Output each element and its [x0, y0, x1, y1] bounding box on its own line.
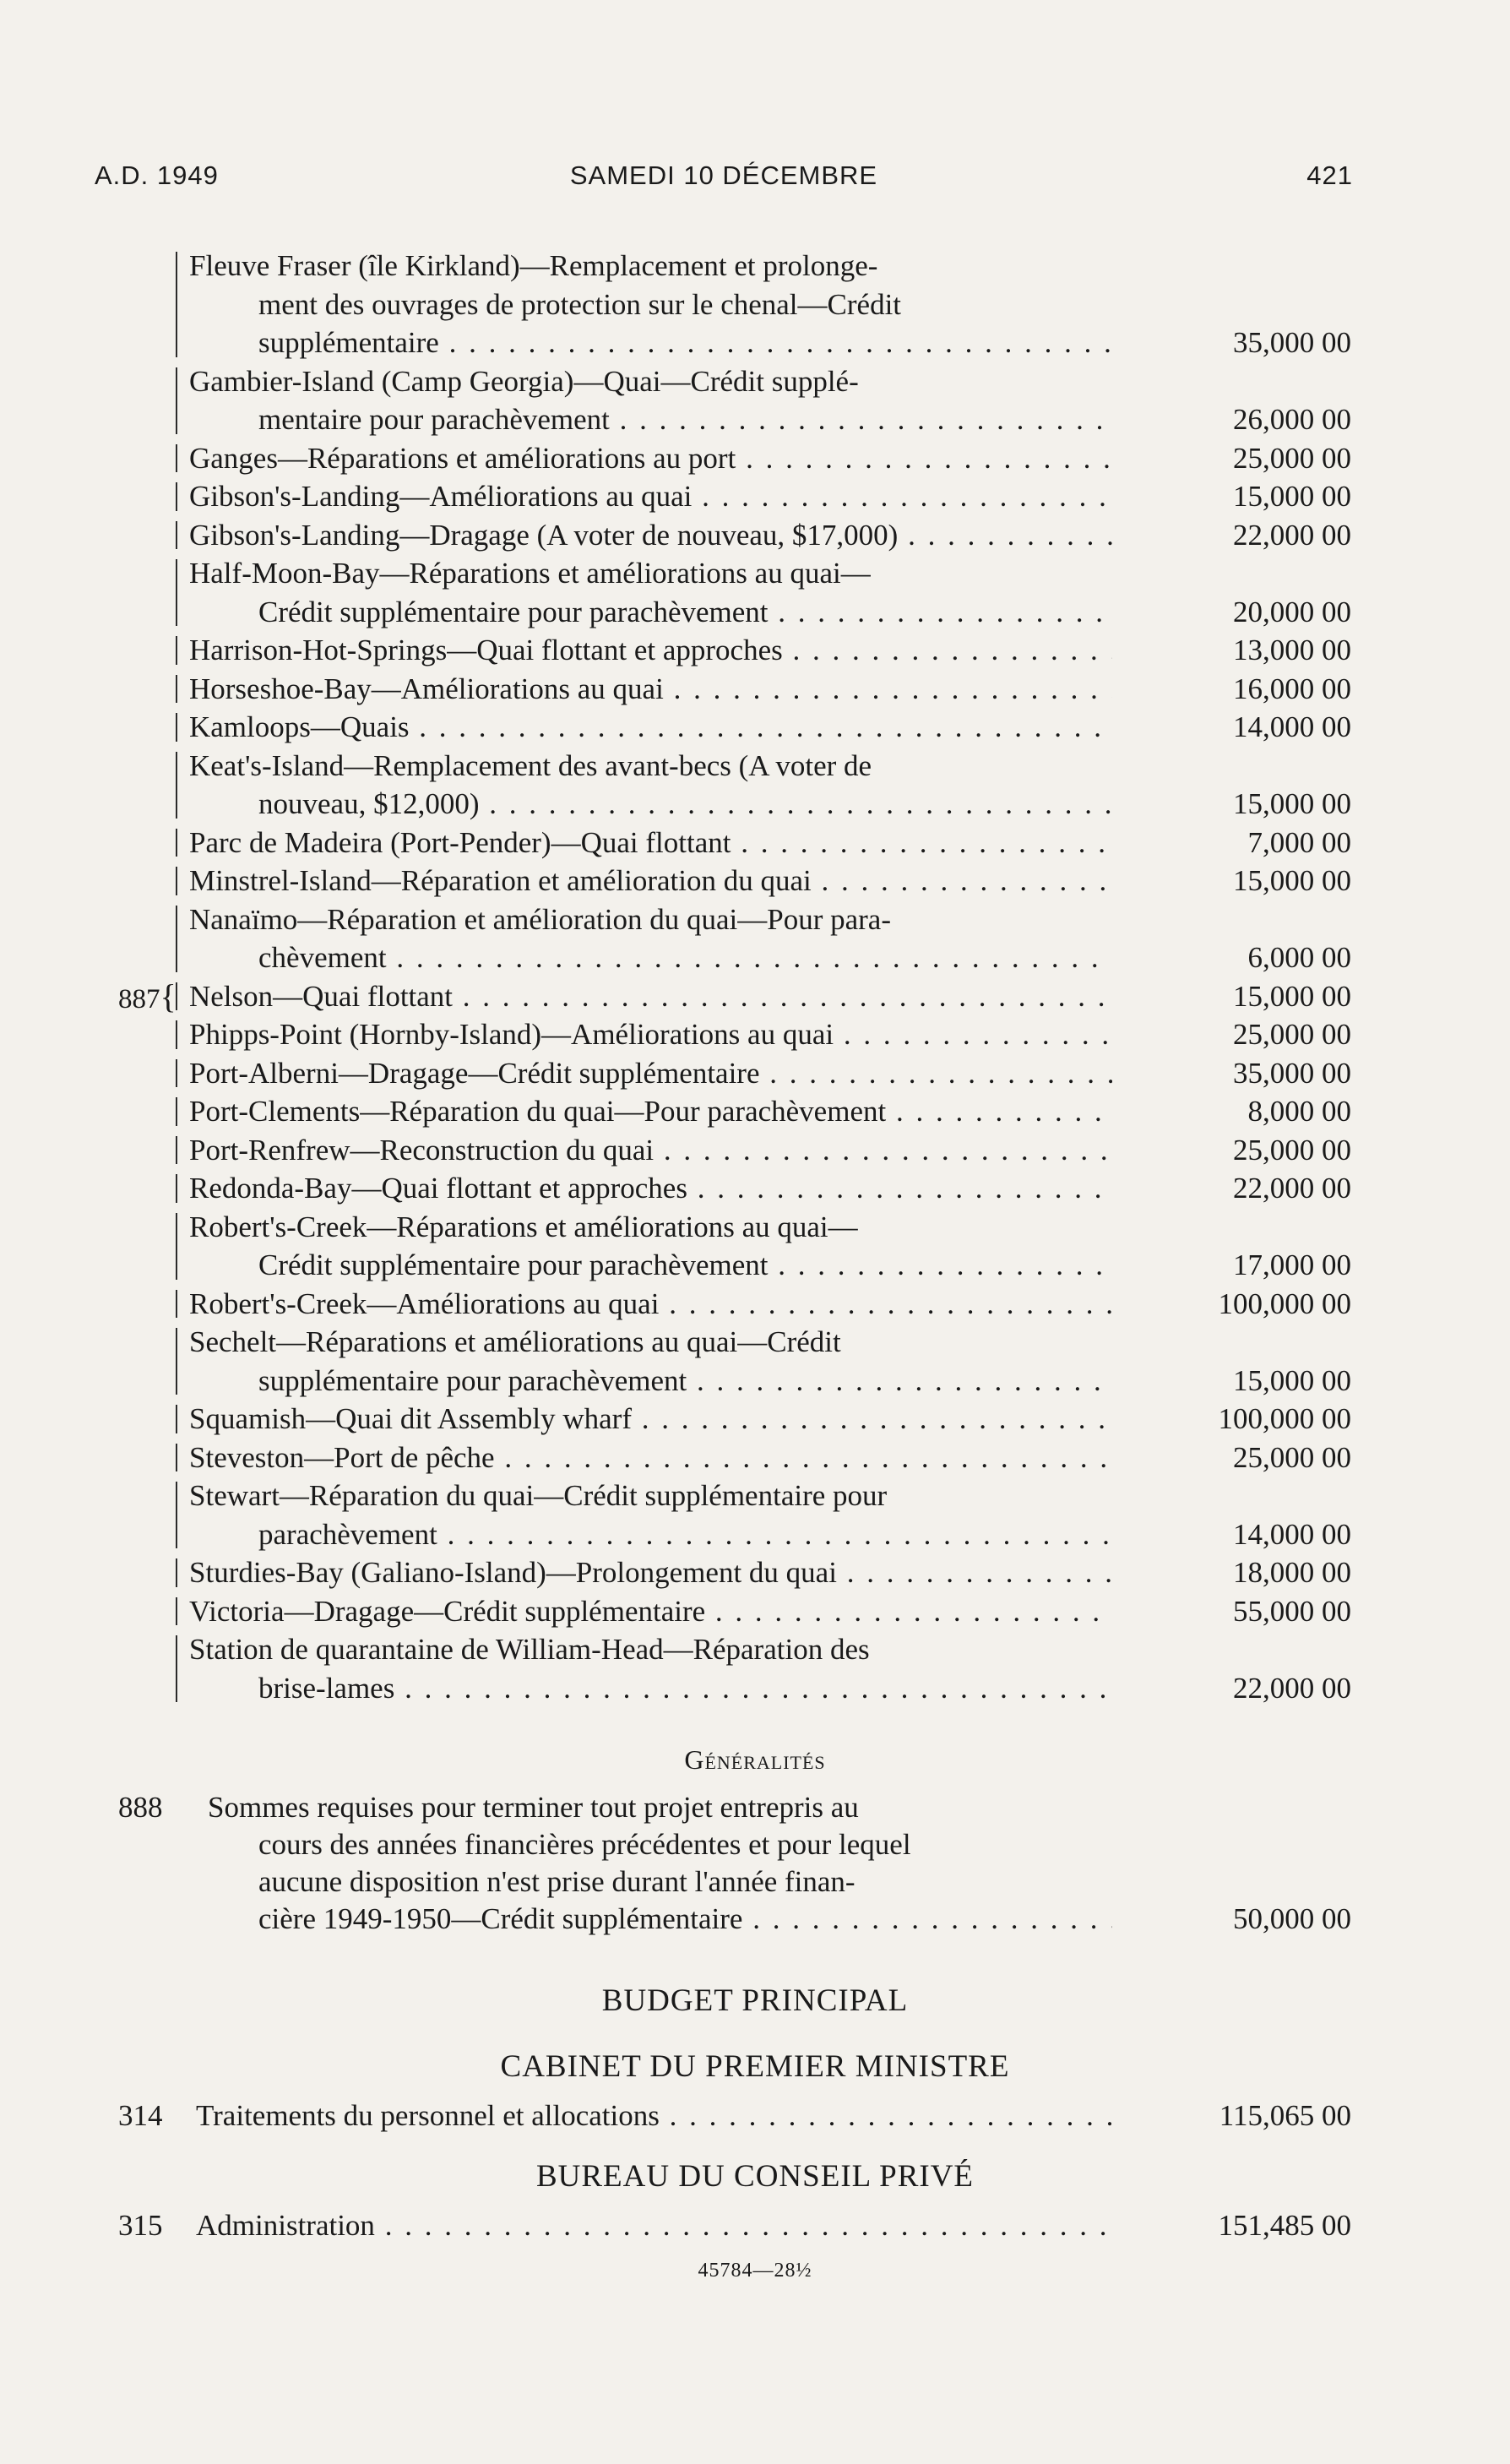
entry-amount: 15,000 00 [1233, 480, 1351, 513]
entry-amount: 15,000 00 [1233, 1363, 1351, 1397]
entry-text-value: Gibson's-Landing—Améliorations au quai [189, 480, 693, 513]
entry-text-value: supplémentaire [258, 326, 439, 359]
dot-leader [660, 2099, 1112, 2132]
print-code: 45784—28½ [698, 2260, 812, 2282]
entry-line [0, 670, 1510, 709]
entry-text [258, 593, 1112, 632]
appropriation-entry [0, 1400, 1510, 1439]
dot-leader [898, 519, 1112, 552]
entry-text [189, 862, 1112, 900]
appropriation-entry [0, 708, 1510, 747]
item-line-text: cière 1949-1950—Crédit supplémentaire [258, 1902, 743, 1935]
entry-text-value: Parc de Madeira (Port-Pender)—Quai flottant [189, 825, 731, 859]
entry-amount: 22,000 00 [1233, 518, 1351, 552]
entry-text-value: nouveau, $12,000) [258, 787, 480, 820]
entry-line [0, 516, 1510, 555]
entry-text [189, 670, 1112, 709]
entry-text [189, 1092, 1112, 1131]
entry-amount: 8,000 00 [1247, 1095, 1351, 1128]
entry-line [0, 1246, 1510, 1285]
entry-text-value: Crédit supplémentaire pour parachèvement [258, 1248, 769, 1281]
entry-amount: 25,000 00 [1233, 441, 1351, 475]
entry-text-value: Port-Alberni—Dragage—Crédit supplémentaire [189, 1056, 760, 1090]
entry-text-value: Harrison-Hot-Springs—Quai flottant et approches [189, 634, 783, 666]
vote-number: 314 [118, 2099, 163, 2132]
dot-leader [742, 1902, 1112, 1935]
dot-leader [687, 1172, 1112, 1205]
entry-text [189, 362, 1112, 401]
entry-text [189, 900, 1112, 939]
entry-text [189, 1285, 1112, 1324]
entry-text-value: Crédit supplémentaire pour parachèvement [258, 595, 769, 628]
entry-amount: 22,000 00 [1233, 1172, 1351, 1205]
entry-amount: 17,000 00 [1233, 1248, 1351, 1281]
entry-line [0, 1362, 1510, 1401]
item-amount: 115,065 00 [1219, 2099, 1351, 2132]
entry-text [189, 1131, 1112, 1170]
appropriation-entry [0, 477, 1510, 516]
brace-icon: { [160, 976, 177, 1015]
entry-text-value: Keat's-Island—Remplacement des avant-becs (A voter de [189, 748, 872, 782]
section-title-generalites [0, 1744, 1510, 1776]
header-date: SAMEDI 10 DÉCEMBRE [569, 160, 878, 190]
entry-line [0, 477, 1510, 516]
entry-amount: 13,000 00 [1233, 634, 1351, 666]
appropriation-entry [0, 1131, 1510, 1170]
entry-amount: 55,000 00 [1233, 1594, 1351, 1628]
appropriation-entry [0, 824, 1510, 862]
entry-amount: 100,000 00 [1218, 1286, 1351, 1320]
page-number: 421 [1306, 160, 1353, 190]
section-heading-conseil-prive: BUREAU DU CONSEIL PRIVÉ [535, 2159, 975, 2194]
appropriation-entry [0, 862, 1510, 900]
entry-text [189, 747, 1112, 786]
entry-text-value: Minstrel-Island—Réparation et amélioration du quai [189, 864, 812, 897]
dot-leader [453, 980, 1112, 1013]
entry-text [258, 1362, 1112, 1401]
dot-leader [760, 1057, 1113, 1090]
entry-line [0, 747, 1510, 786]
entry-text-value: Squamish—Quai dit Assembly wharf [189, 1402, 632, 1435]
dot-leader [664, 672, 1112, 705]
entry-amount: 26,000 00 [1233, 403, 1351, 436]
dot-leader [375, 2209, 1112, 2242]
appropriation-entry [0, 1169, 1510, 1208]
dot-leader [394, 1672, 1112, 1705]
entry-text-value: Fleuve Fraser (île Kirkland)—Remplacement et prolonge- [189, 249, 878, 282]
entry-text [189, 1553, 1112, 1592]
dot-leader [687, 1364, 1112, 1397]
item-line [196, 2209, 1112, 2243]
entry-line [0, 785, 1510, 824]
dot-leader [783, 634, 1112, 666]
appropriation-entry [0, 747, 1510, 824]
appropriation-entry [0, 1323, 1510, 1400]
appropriation-entry [0, 1630, 1510, 1707]
dot-leader [387, 941, 1112, 974]
entry-text-value: chèvement [258, 941, 387, 974]
entry-text-value: Victoria—Dragage—Crédit supplémentaire [189, 1594, 706, 1628]
entry-line [0, 1669, 1510, 1708]
entry-text-value: Sturdies-Bay (Galiano-Island)—Prolongement du quai [189, 1556, 837, 1589]
entry-line [0, 554, 1510, 593]
entry-text [258, 286, 1112, 324]
entry-line [0, 400, 1510, 439]
entry-text [189, 1323, 1112, 1362]
item-line: aucune disposition n'est prise durant l'année finan- [258, 1865, 855, 1898]
dot-leader [834, 1018, 1112, 1051]
entry-line [0, 362, 1510, 401]
appropriation-entry [0, 977, 1510, 1016]
entry-text [189, 977, 1112, 1016]
dot-leader [731, 826, 1112, 859]
appropriation-entry [0, 1285, 1510, 1324]
item-label: Administration [196, 2209, 375, 2242]
entry-text-value: Station de quarantaine de William-Head—Réparation des [189, 1633, 870, 1666]
dot-leader [495, 1441, 1112, 1474]
entry-text [189, 1208, 1112, 1247]
entry-amount: 20,000 00 [1233, 595, 1351, 628]
entry-text-value: ment des ouvrages de protection sur le chenal—Crédit [258, 287, 902, 321]
dot-leader [736, 442, 1112, 475]
entry-line [0, 708, 1510, 747]
appropriation-entry [0, 670, 1510, 709]
entry-line [0, 900, 1510, 939]
entry-line [0, 1477, 1510, 1515]
item-label: Traitements du personnel et allocations [196, 2099, 660, 2132]
entry-line [0, 1400, 1510, 1439]
entry-line [0, 593, 1510, 632]
appropriation-entry [0, 1553, 1510, 1592]
entry-line [0, 1553, 1510, 1592]
entry-text-value: Port-Renfrew—Reconstruction du quai [189, 1133, 655, 1167]
item-line: Sommes requises pour terminer tout projet entrepris au [208, 1791, 859, 1824]
dot-leader [692, 480, 1112, 513]
header-year: A.D. 1949 [95, 160, 219, 190]
appropriation-entry [0, 554, 1510, 631]
appropriation-entry [0, 900, 1510, 977]
dot-leader [659, 1287, 1112, 1320]
appropriation-list [0, 247, 1510, 1707]
entry-text [189, 247, 1112, 286]
dot-leader [812, 864, 1112, 897]
appropriation-entry [0, 439, 1510, 478]
entry-text-value: Nanaïmo—Réparation et amélioration du quai—Pour para- [189, 902, 891, 936]
entry-text [258, 938, 1112, 977]
entry-text-value: Sechelt—Réparations et améliorations au quai—Crédit [189, 1325, 841, 1358]
entry-text [189, 1477, 1112, 1515]
vote-number: 888 [118, 1791, 163, 1824]
entry-line [0, 1169, 1510, 1208]
entry-text-value: Phipps-Point (Hornby-Island)—Améliorations au quai [189, 1018, 834, 1051]
entry-line [0, 1054, 1510, 1093]
entry-text [258, 1515, 1112, 1554]
entry-text [189, 708, 1112, 747]
entry-line [0, 1439, 1510, 1477]
entry-text-value: Redonda-Bay—Quai flottant et approches [189, 1172, 687, 1205]
entry-text-value: Horseshoe-Bay—Améliorations au quai [189, 672, 664, 705]
entry-text-value: parachèvement [258, 1517, 437, 1551]
entry-text [189, 1169, 1112, 1208]
entry-text [189, 1439, 1112, 1477]
dot-leader [837, 1556, 1112, 1589]
budget-title: BUDGET PRINCIPAL [601, 1983, 909, 2018]
entry-text [189, 477, 1112, 516]
entry-line [0, 824, 1510, 862]
appropriation-entry [0, 1054, 1510, 1093]
dot-leader [437, 1518, 1112, 1551]
appropriation-entry [0, 1592, 1510, 1631]
entry-amount: 25,000 00 [1233, 1018, 1351, 1051]
entry-text [189, 554, 1112, 593]
entry-line [0, 1592, 1510, 1631]
dot-leader [632, 1402, 1112, 1435]
entry-amount: 14,000 00 [1233, 1517, 1351, 1551]
entry-text-value: Port-Clements—Réparation du quai—Pour parachèvement [189, 1095, 887, 1128]
entry-line [0, 1515, 1510, 1554]
dot-leader [654, 1134, 1112, 1167]
entry-text-value: brise-lames [258, 1671, 395, 1705]
vote-number: 887 [118, 983, 160, 1014]
entry-text-value: Stewart—Réparation du quai—Crédit supplémentaire pour [189, 1479, 888, 1512]
entry-line [0, 1131, 1510, 1170]
entry-text-value: supplémentaire pour parachèvement [258, 1363, 687, 1397]
dot-leader [439, 326, 1112, 359]
entry-line [0, 286, 1510, 324]
appropriation-entry [0, 1477, 1510, 1553]
entry-text-value: Half-Moon-Bay—Réparations et améliorations au quai— [189, 557, 871, 590]
entry-text [189, 1592, 1112, 1631]
item-amount: 50,000 00 [1233, 1902, 1351, 1935]
entry-line [0, 439, 1510, 478]
appropriation-entry [0, 1015, 1510, 1054]
entry-amount: 25,000 00 [1233, 1133, 1351, 1167]
appropriation-entry [0, 362, 1510, 439]
entry-amount: 18,000 00 [1233, 1556, 1351, 1589]
entry-amount: 22,000 00 [1233, 1671, 1351, 1705]
entry-line [0, 1630, 1510, 1669]
appropriation-entry [0, 1092, 1510, 1131]
vote-number: 315 [118, 2209, 163, 2242]
item-line-last [258, 1902, 1112, 1936]
entry-line [0, 324, 1510, 362]
generalites-heading: Généralités [684, 1744, 826, 1775]
dot-leader [610, 403, 1112, 436]
section-heading-cabinet: CABINET DU PREMIER MINISTRE [500, 2049, 1010, 2084]
item-line [196, 2099, 1112, 2133]
entry-line [0, 1092, 1510, 1131]
entry-line [0, 862, 1510, 900]
dot-leader [769, 1248, 1112, 1281]
appropriation-entry [0, 1439, 1510, 1477]
entry-text [258, 1246, 1112, 1285]
entry-text [189, 631, 1112, 670]
entry-amount: 35,000 00 [1233, 1056, 1351, 1090]
dot-leader [705, 1595, 1112, 1628]
entry-text-value: Ganges—Réparations et améliorations au port [189, 441, 736, 475]
entry-text-value: Steveston—Port de pêche [189, 1440, 495, 1474]
appropriation-entry [0, 247, 1510, 362]
item-amount: 151,485 00 [1218, 2209, 1351, 2242]
entry-line [0, 1208, 1510, 1247]
entry-amount: 100,000 00 [1218, 1402, 1351, 1435]
entry-text-value: Gibson's-Landing—Dragage (A voter de nouveau, $17,000) [189, 518, 899, 552]
entry-text-value: Kamloops—Quais [189, 710, 410, 743]
entry-amount: 6,000 00 [1247, 941, 1351, 974]
entry-amount: 15,000 00 [1233, 787, 1351, 820]
entry-text-value: Robert's-Creek—Réparations et améliorations au quai— [189, 1210, 858, 1243]
entry-amount: 14,000 00 [1233, 710, 1351, 743]
dot-leader [479, 787, 1112, 820]
item-line: cours des années financières précédentes et pour lequel [258, 1828, 911, 1861]
entry-text [189, 1630, 1112, 1669]
entry-text [189, 516, 1112, 555]
entry-text [189, 1015, 1112, 1054]
entry-text-value: mentaire pour parachèvement [258, 403, 610, 436]
entry-text [258, 1669, 1112, 1708]
entry-amount: 16,000 00 [1233, 672, 1351, 705]
appropriation-entry [0, 631, 1510, 670]
entry-text [258, 400, 1112, 439]
appropriation-entry [0, 516, 1510, 555]
vote-number-887 [118, 977, 177, 1020]
entry-text [189, 824, 1112, 862]
dot-leader [410, 710, 1112, 743]
entry-line [0, 1015, 1510, 1054]
entry-line [0, 977, 1510, 1016]
entry-amount: 7,000 00 [1247, 825, 1351, 859]
entry-line [0, 938, 1510, 977]
entry-line [0, 247, 1510, 286]
entry-text [189, 439, 1112, 478]
entry-line [0, 1285, 1510, 1324]
dot-leader [769, 596, 1112, 628]
appropriation-entry [0, 1208, 1510, 1285]
entry-text-value: Nelson—Quai flottant [189, 979, 454, 1013]
entry-amount: 15,000 00 [1233, 864, 1351, 897]
entry-amount: 15,000 00 [1233, 979, 1351, 1013]
entry-amount: 25,000 00 [1233, 1440, 1351, 1474]
entry-text-value: Gambier-Island (Camp Georgia)—Quai—Crédit supplé- [189, 364, 859, 398]
entry-text [258, 785, 1112, 824]
dot-leader [886, 1095, 1112, 1128]
entry-text-value: Robert's-Creek—Améliorations au quai [189, 1286, 660, 1320]
entry-line [0, 1323, 1510, 1362]
entry-amount: 35,000 00 [1233, 326, 1351, 359]
entry-line [0, 631, 1510, 670]
entry-text [189, 1400, 1112, 1439]
entry-text [258, 324, 1112, 362]
entry-text [189, 1054, 1112, 1093]
